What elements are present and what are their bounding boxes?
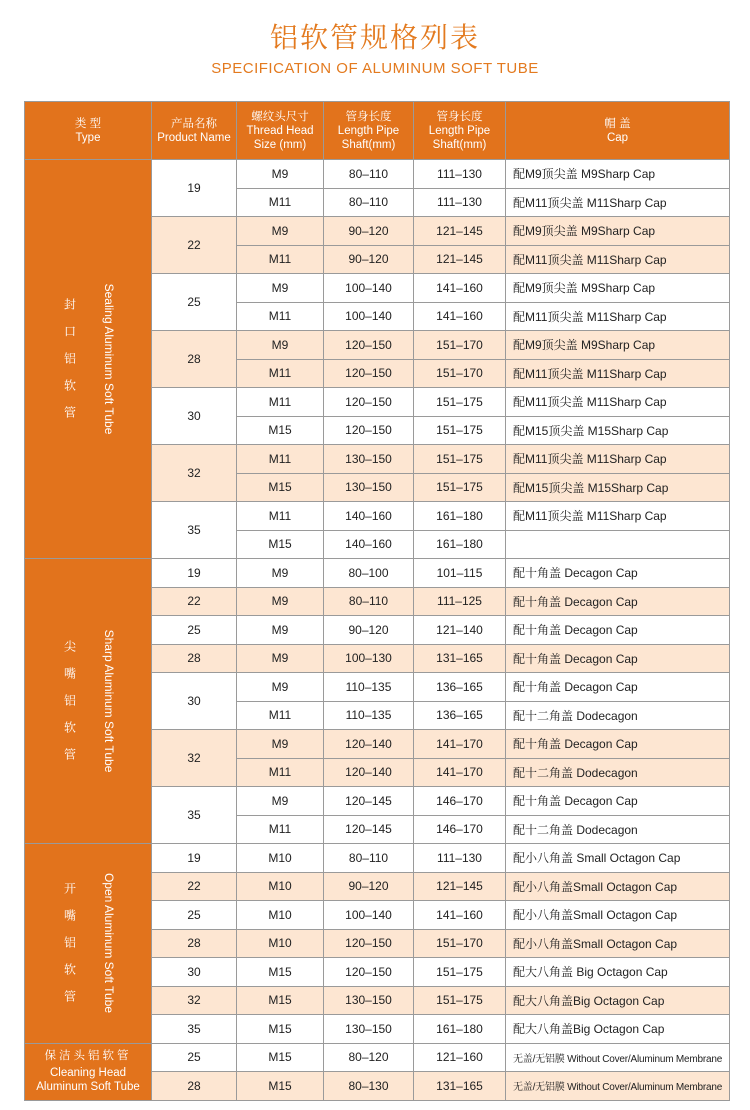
cap-cell: 配大八角盖 Big Octagon Cap [506, 958, 730, 987]
product-size-cell: 28 [152, 1072, 237, 1101]
length-max-cell: 151–170 [414, 359, 506, 388]
type-label-cn: 保洁头铝软管 [44, 1050, 132, 1062]
length-min-cell: 90–120 [324, 245, 414, 274]
thread-size-cell: M10 [237, 901, 324, 930]
cap-cell: 配M11顶尖盖 M11Sharp Cap [506, 359, 730, 388]
cap-cell: 配十二角盖 Dodecagon [506, 701, 730, 730]
cap-cell: 配十角盖 Decagon Cap [506, 644, 730, 673]
length-min-cell: 120–140 [324, 730, 414, 759]
length-max-cell: 151–175 [414, 473, 506, 502]
cap-cell [506, 530, 730, 559]
length-min-cell: 120–150 [324, 331, 414, 360]
length-min-cell: 120–145 [324, 815, 414, 844]
header-length-2: 管身长度 Length Pipe Shaft(mm) [414, 102, 506, 160]
header-row [25, 102, 730, 160]
product-size-cell: 25 [152, 1043, 237, 1072]
thread-size-cell: M15 [237, 1015, 324, 1044]
cap-cell: 配十二角盖 Dodecagon [506, 815, 730, 844]
thread-size-cell: M11 [237, 302, 324, 331]
thread-size-cell: M11 [237, 388, 324, 417]
thread-size-cell: M9 [237, 559, 324, 588]
type-group-cell [25, 160, 152, 559]
cap-cell: 配小八角盖Small Octagon Cap [506, 872, 730, 901]
length-min-cell: 80–110 [324, 188, 414, 217]
cap-cell: 配M9顶尖盖 M9Sharp Cap [506, 274, 730, 303]
product-size-cell: 22 [152, 587, 237, 616]
cap-cell: 配M11顶尖盖 M11Sharp Cap [506, 302, 730, 331]
thread-size-cell: M11 [237, 815, 324, 844]
table-row [25, 559, 730, 588]
length-max-cell: 121–140 [414, 616, 506, 645]
product-size-cell: 35 [152, 787, 237, 844]
product-size-cell: 19 [152, 160, 237, 217]
length-max-cell: 111–130 [414, 844, 506, 873]
product-size-cell: 32 [152, 730, 237, 787]
thread-size-cell: M10 [237, 872, 324, 901]
length-min-cell: 140–160 [324, 502, 414, 531]
length-max-cell: 151–175 [414, 416, 506, 445]
length-max-cell: 121–160 [414, 1043, 506, 1072]
thread-size-cell: M15 [237, 1072, 324, 1101]
thread-size-cell: M10 [237, 929, 324, 958]
length-max-cell: 136–165 [414, 673, 506, 702]
cap-cell: 配M11顶尖盖 M11Sharp Cap [506, 188, 730, 217]
length-min-cell: 90–120 [324, 616, 414, 645]
length-max-cell: 111–130 [414, 188, 506, 217]
type-label-en: Sealing Aluminum Soft Tube [102, 283, 116, 435]
thread-size-cell: M9 [237, 274, 324, 303]
length-min-cell: 140–160 [324, 530, 414, 559]
length-max-cell: 131–165 [414, 1072, 506, 1101]
type-group-cell [25, 559, 152, 844]
thread-size-cell: M10 [237, 844, 324, 873]
cap-cell: 配小八角盖 Small Octagon Cap [506, 844, 730, 873]
thread-size-cell: M11 [237, 701, 324, 730]
thread-size-cell: M9 [237, 673, 324, 702]
type-label-cn: 尖嘴铝软管 [63, 639, 76, 762]
length-min-cell: 120–150 [324, 929, 414, 958]
page-subtitle: SPECIFICATION OF ALUMINUM SOFT TUBE [211, 60, 539, 77]
thread-size-cell: M9 [237, 616, 324, 645]
length-min-cell: 130–150 [324, 986, 414, 1015]
length-max-cell: 141–170 [414, 758, 506, 787]
cap-cell: 配大八角盖Big Octagon Cap [506, 986, 730, 1015]
thread-size-cell: M15 [237, 530, 324, 559]
spec-table-body [25, 160, 730, 1101]
thread-size-cell: M15 [237, 958, 324, 987]
cap-cell: 配M11顶尖盖 M11Sharp Cap [506, 445, 730, 474]
header-product-name: 产品名称 Product Name [152, 102, 237, 160]
length-min-cell: 100–140 [324, 901, 414, 930]
length-min-cell: 120–150 [324, 416, 414, 445]
length-min-cell: 100–130 [324, 644, 414, 673]
cap-cell: 配十角盖 Decagon Cap [506, 616, 730, 645]
product-size-cell: 35 [152, 1015, 237, 1044]
length-max-cell: 121–145 [414, 872, 506, 901]
thread-size-cell: M9 [237, 587, 324, 616]
length-max-cell: 136–165 [414, 701, 506, 730]
product-size-cell: 25 [152, 616, 237, 645]
length-max-cell: 151–175 [414, 388, 506, 417]
length-min-cell: 80–110 [324, 587, 414, 616]
thread-size-cell: M11 [237, 188, 324, 217]
length-max-cell: 161–180 [414, 502, 506, 531]
length-min-cell: 80–130 [324, 1072, 414, 1101]
thread-size-cell: M11 [237, 502, 324, 531]
length-max-cell: 101–115 [414, 559, 506, 588]
length-min-cell: 120–150 [324, 359, 414, 388]
product-size-cell: 28 [152, 331, 237, 388]
length-max-cell: 161–180 [414, 530, 506, 559]
cap-cell: 配十角盖 Decagon Cap [506, 787, 730, 816]
length-max-cell: 161–180 [414, 1015, 506, 1044]
product-size-cell: 19 [152, 844, 237, 873]
cap-cell: 配M9顶尖盖 M9Sharp Cap [506, 217, 730, 246]
product-size-cell: 28 [152, 644, 237, 673]
length-max-cell: 146–170 [414, 815, 506, 844]
cap-cell: 配M9顶尖盖 M9Sharp Cap [506, 331, 730, 360]
thread-size-cell: M9 [237, 217, 324, 246]
length-min-cell: 90–120 [324, 217, 414, 246]
length-max-cell: 151–170 [414, 929, 506, 958]
length-max-cell: 146–170 [414, 787, 506, 816]
page-title: 铝软管规格列表 [269, 22, 480, 53]
length-max-cell: 141–160 [414, 302, 506, 331]
product-size-cell: 19 [152, 559, 237, 588]
length-min-cell: 120–150 [324, 388, 414, 417]
length-max-cell: 111–125 [414, 587, 506, 616]
cap-cell: 配小八角盖Small Octagon Cap [506, 929, 730, 958]
length-min-cell: 80–100 [324, 559, 414, 588]
length-min-cell: 100–140 [324, 274, 414, 303]
header-length-1: 管身长度 Length Pipe Shaft(mm) [324, 102, 414, 160]
length-min-cell: 130–150 [324, 1015, 414, 1044]
type-label-cn: 开嘴铝软管 [63, 881, 76, 1004]
length-min-cell: 120–145 [324, 787, 414, 816]
cap-cell: 配十二角盖 Dodecagon [506, 758, 730, 787]
thread-size-cell: M15 [237, 473, 324, 502]
thread-size-cell: M15 [237, 416, 324, 445]
type-label-en: Sharp Aluminum Soft Tube [102, 629, 116, 773]
cap-cell: 配M11顶尖盖 M11Sharp Cap [506, 245, 730, 274]
cap-cell: 配M9顶尖盖 M9Sharp Cap [506, 160, 730, 189]
thread-size-cell: M9 [237, 730, 324, 759]
type-label-en: Open Aluminum Soft Tube [102, 873, 116, 1014]
header-thread-head: 螺纹头尺寸 Thread Head Size (mm) [237, 102, 324, 160]
cap-cell: 配十角盖 Decagon Cap [506, 559, 730, 588]
length-max-cell: 151–175 [414, 958, 506, 987]
product-size-cell: 22 [152, 217, 237, 274]
header-type: 类 型 Type [25, 102, 152, 160]
product-size-cell: 28 [152, 929, 237, 958]
cap-cell: 配M11顶尖盖 M11Sharp Cap [506, 388, 730, 417]
thread-size-cell: M11 [237, 359, 324, 388]
thread-size-cell: M9 [237, 644, 324, 673]
product-size-cell: 30 [152, 388, 237, 445]
type-group-cell [25, 1043, 152, 1100]
type-label-en: Cleaning Head Aluminum Soft Tube [36, 1067, 140, 1093]
cap-cell: 配十角盖 Decagon Cap [506, 730, 730, 759]
cap-cell: 配M11顶尖盖 M11Sharp Cap [506, 502, 730, 531]
thread-size-cell: M9 [237, 160, 324, 189]
length-max-cell: 141–170 [414, 730, 506, 759]
length-min-cell: 120–140 [324, 758, 414, 787]
header-cap: 帽 盖 Cap [506, 102, 730, 160]
table-row [25, 844, 730, 873]
table-row [25, 160, 730, 189]
length-max-cell: 121–145 [414, 217, 506, 246]
product-size-cell: 35 [152, 502, 237, 559]
length-min-cell: 80–110 [324, 844, 414, 873]
cap-cell: 配十角盖 Decagon Cap [506, 673, 730, 702]
length-max-cell: 141–160 [414, 274, 506, 303]
thread-size-cell: M15 [237, 1043, 324, 1072]
length-max-cell: 151–175 [414, 986, 506, 1015]
thread-size-cell: M11 [237, 445, 324, 474]
product-size-cell: 30 [152, 673, 237, 730]
length-max-cell: 141–160 [414, 901, 506, 930]
length-min-cell: 80–120 [324, 1043, 414, 1072]
length-min-cell: 80–110 [324, 160, 414, 189]
type-group-cell [25, 844, 152, 1044]
cap-cell: 无盖/无铝膜 Without Cover/Aluminum Membrane [506, 1043, 730, 1072]
product-size-cell: 32 [152, 986, 237, 1015]
thread-size-cell: M15 [237, 986, 324, 1015]
length-max-cell: 111–130 [414, 160, 506, 189]
length-min-cell: 130–150 [324, 473, 414, 502]
length-max-cell: 131–165 [414, 644, 506, 673]
cap-cell: 配M15顶尖盖 M15Sharp Cap [506, 473, 730, 502]
cap-cell: 配大八角盖Big Octagon Cap [506, 1015, 730, 1044]
thread-size-cell: M9 [237, 331, 324, 360]
length-min-cell: 110–135 [324, 673, 414, 702]
spec-table [24, 101, 730, 1101]
product-size-cell: 22 [152, 872, 237, 901]
product-size-cell: 32 [152, 445, 237, 502]
product-size-cell: 30 [152, 958, 237, 987]
length-min-cell: 90–120 [324, 872, 414, 901]
product-size-cell: 25 [152, 274, 237, 331]
thread-size-cell: M11 [237, 758, 324, 787]
thread-size-cell: M9 [237, 787, 324, 816]
length-max-cell: 151–175 [414, 445, 506, 474]
length-max-cell: 121–145 [414, 245, 506, 274]
cap-cell: 无盖/无铝膜 Without Cover/Aluminum Membrane [506, 1072, 730, 1101]
table-row [25, 1043, 730, 1072]
length-min-cell: 130–150 [324, 445, 414, 474]
length-min-cell: 120–150 [324, 958, 414, 987]
length-min-cell: 110–135 [324, 701, 414, 730]
cap-cell: 配小八角盖Small Octagon Cap [506, 901, 730, 930]
cap-cell: 配十角盖 Decagon Cap [506, 587, 730, 616]
thread-size-cell: M11 [237, 245, 324, 274]
product-size-cell: 25 [152, 901, 237, 930]
type-label-cn: 封口铝软管 [63, 297, 76, 420]
cap-cell: 配M15顶尖盖 M15Sharp Cap [506, 416, 730, 445]
length-min-cell: 100–140 [324, 302, 414, 331]
length-max-cell: 151–170 [414, 331, 506, 360]
